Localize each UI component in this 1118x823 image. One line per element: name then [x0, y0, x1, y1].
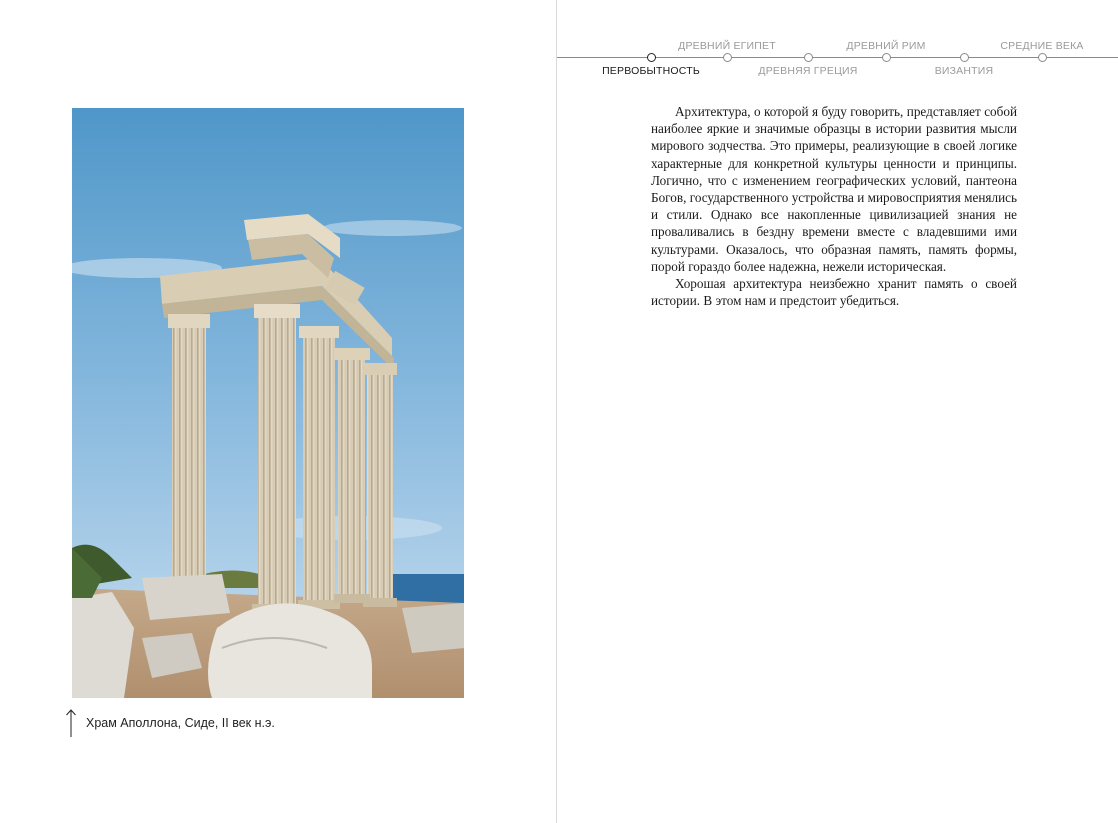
timeline-dot-middle-ages[interactable] [1038, 53, 1047, 62]
arrow-up-icon [64, 708, 78, 738]
right-page [557, 0, 1118, 823]
timeline-dot-rome[interactable] [882, 53, 891, 62]
timeline-label-egypt[interactable]: ДРЕВНИЙ ЕГИПЕТ [678, 40, 776, 52]
body-text [651, 103, 1017, 309]
photo-caption [64, 708, 275, 738]
timeline-line [557, 57, 1118, 58]
paragraph: Хорошая архитектура неизбежно хранит память о своей истории. В этом нам и предстоит убедиться. [651, 276, 1017, 309]
left-page [0, 0, 557, 823]
timeline-dot-greece[interactable] [804, 53, 813, 62]
timeline-label-rome[interactable]: ДРЕВНИЙ РИМ [846, 40, 926, 52]
timeline-label-middle-ages[interactable]: СРЕДНИЕ ВЕКА [1000, 40, 1084, 52]
timeline-dot-byzantium[interactable] [960, 53, 969, 62]
timeline-label-greece[interactable]: ДРЕВНЯЯ ГРЕЦИЯ [758, 65, 858, 77]
temple-photo [72, 108, 464, 698]
era-timeline [557, 30, 1118, 90]
paragraph: Архитектура, о которой я буду говорить, представляет собой наиболее яркие и значимые образцы в истории развития мысли мирового зодчества. Это примеры, реализующие в своей логике характерные для конкретной культуры ценности и принципы. Логично, что с изменением географических условий, пантеона Богов, государственного устройства и мировосприятия менялись и стили. Однако все накопленные цивилизацией знания не проваливались в бездну времени вместе с владевшими ими культурами. Оказалось, что образная память, память формы, порой гораздо более надежна, нежели историческая. [651, 104, 1017, 274]
timeline-label-prehistory[interactable]: ПЕРВОБЫТНОСТЬ [602, 65, 700, 77]
timeline-label-byzantium[interactable]: ВИЗАНТИЯ [934, 65, 994, 77]
caption-text: Храм Аполлона, Сиде, II век н.э. [86, 716, 275, 730]
timeline-dot-egypt[interactable] [723, 53, 732, 62]
timeline-dot-prehistory[interactable] [647, 53, 656, 62]
